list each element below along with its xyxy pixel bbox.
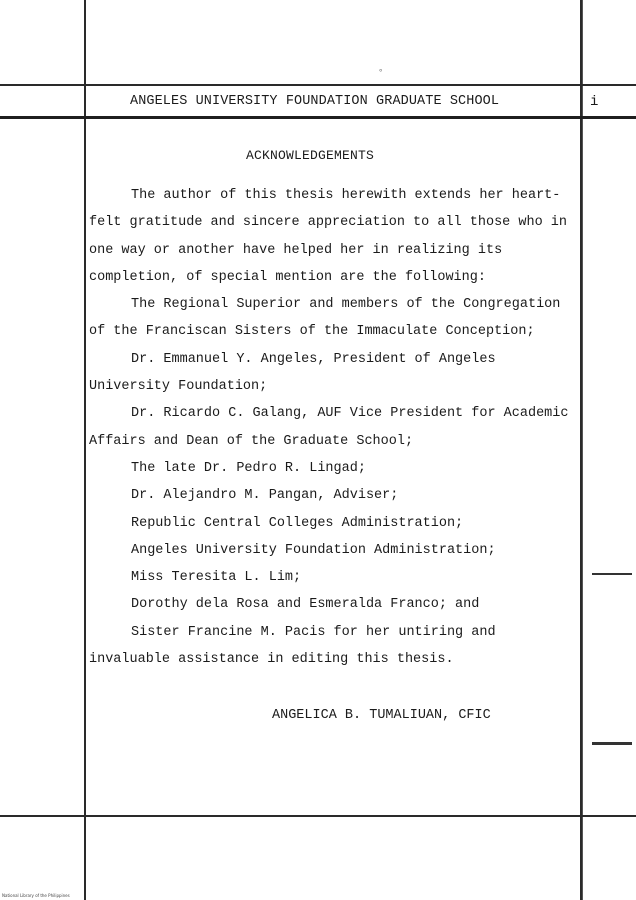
header-top-rule [0,84,636,86]
school-header-title: ANGELES UNIVERSITY FOUNDATION GRADUATE SCHOOL [130,94,500,109]
body-line: Affairs and Dean of the Graduate School; [89,433,414,449]
body-line: completion, of special mention are the following: [89,269,486,285]
body-line: felt gratitude and sincere appreciation to all those who in [89,215,567,231]
body-line: Dr. Alejandro M. Pangan, Adviser; [131,488,399,504]
body-line: The Regional Superior and members of the Congregation [131,297,561,313]
page-title: ACKNOWLEDGEMENTS [246,148,375,163]
scan-speck: ° [378,68,384,78]
body-line: The author of this thesis herewith extends her heart- [131,188,561,203]
margin-tick-mark [592,573,632,575]
library-footer-note: National Library of the Philippines [2,893,70,898]
body-line: Sister Francine M. Pacis for her untiring and [131,624,496,640]
author-signature-name: ANGELICA B. TUMALIUAN, CFIC [272,708,491,723]
acknowledgement-body [89,182,581,673]
footer-rule [0,815,636,817]
body-line: Dr. Emmanuel Y. Angeles, President of Angeles [131,351,496,367]
body-line: The late Dr. Pedro R. Lingad; [131,460,366,476]
body-line: of the Franciscan Sisters of the Immaculate Conception; [89,324,535,340]
body-line: Dr. Ricardo C. Galang, AUF Vice President for Academic [131,406,569,422]
body-line: Dorothy dela Rosa and Esmeralda Franco; and [131,597,480,613]
right-margin-rule-outer [582,0,583,900]
body-line: invaluable assistance in editing this thesis. [89,652,454,668]
page-number: i [590,94,599,110]
header-bottom-rule [0,116,636,119]
body-line: one way or another have helped her in realizing its [89,242,503,258]
margin-tick-mark [592,742,632,745]
left-margin-rule [84,0,86,900]
body-line: Miss Teresita L. Lim; [131,570,302,586]
body-line: Angeles University Foundation Administration; [131,542,496,558]
body-line: Republic Central Colleges Administration; [131,515,464,531]
body-line: University Foundation; [89,379,268,395]
